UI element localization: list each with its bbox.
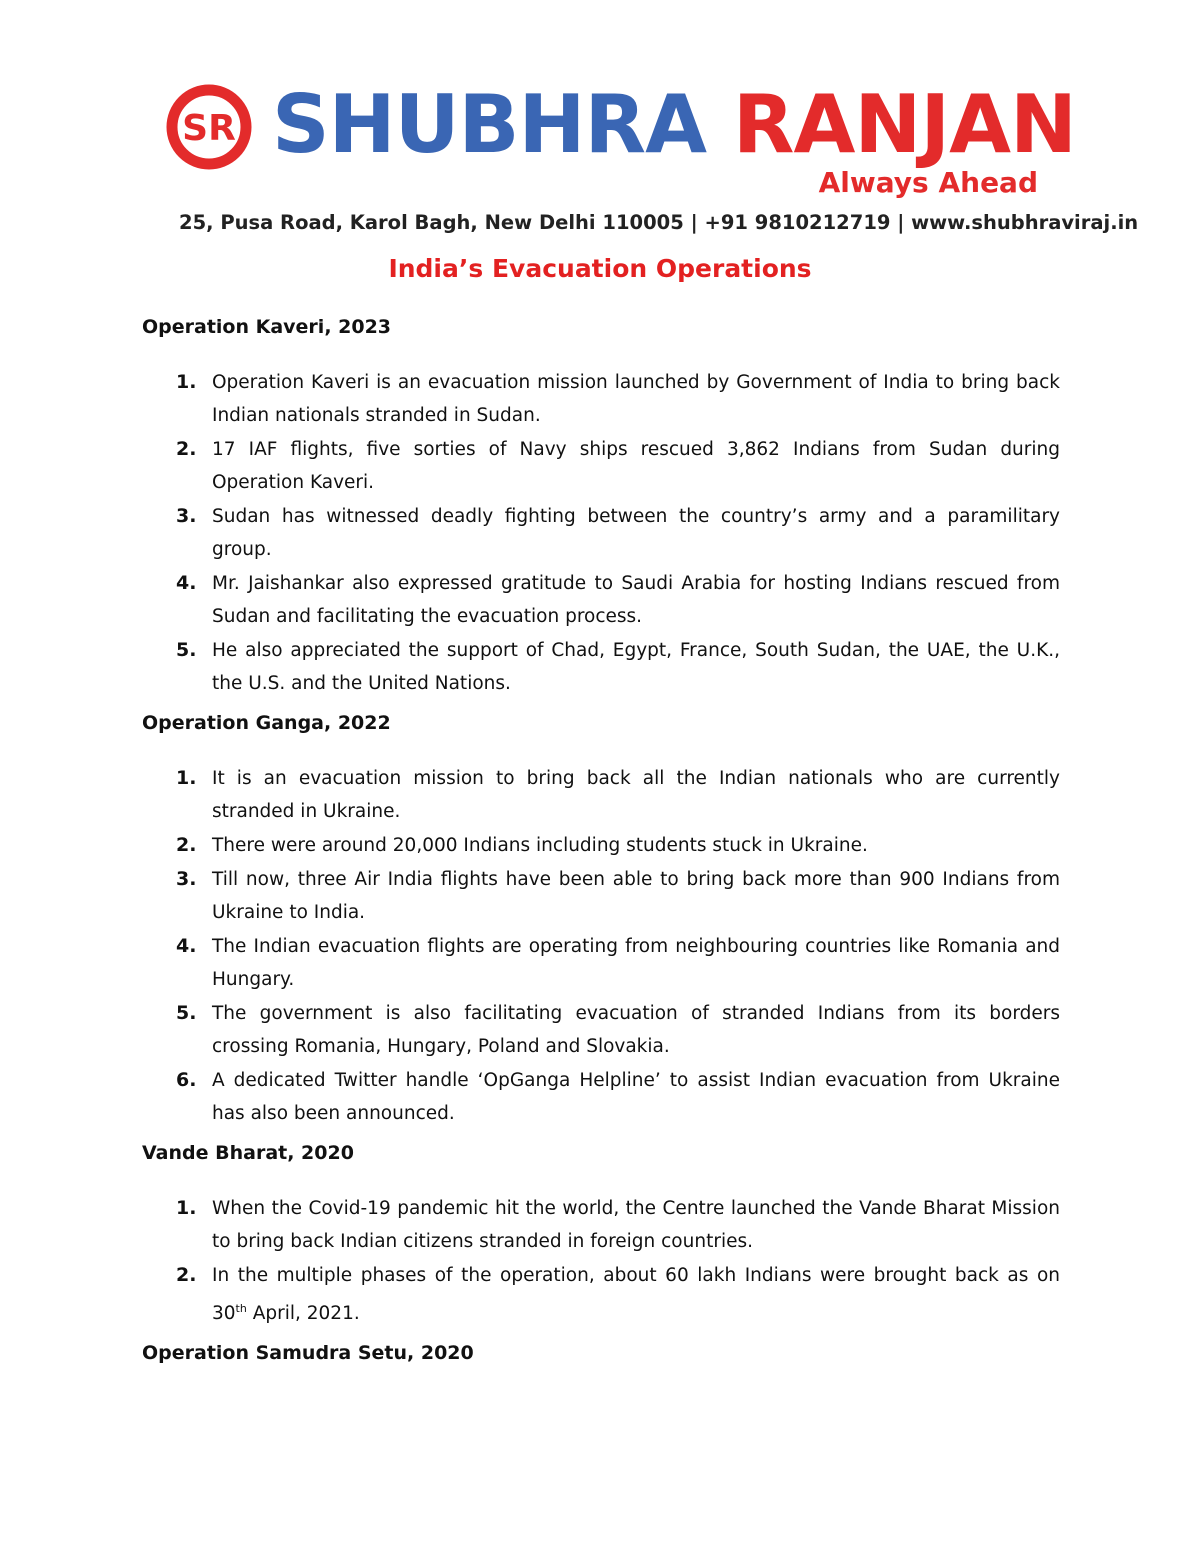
- section-heading: Operation Samudra Setu, 2020: [142, 1342, 474, 1365]
- list-item: 5. He also appreciated the support of Chad, Egypt, France, South Sudan, the UAE, the U.K., the U.S. and the United Nations.: [176, 639, 1060, 694]
- section-heading: Vande Bharat, 2020: [142, 1142, 354, 1164]
- section-heading: Operation Kaveri, 2023: [142, 316, 392, 338]
- contact-line: 25, Pusa Road, Karol Bagh, New Delhi 110005 | +91 9810212719 | www.shubhraviraj.in: [179, 211, 1139, 234]
- tagline: Always Ahead: [818, 166, 1038, 199]
- sr-logo-icon: [166, 84, 256, 170]
- numbered-list: [142, 1192, 1060, 1330]
- section-heading: Operation Ganga, 2022: [142, 712, 391, 734]
- list-item: 2. 17 IAF flights, five sorties of Navy ships rescued 3,862 Indians from Sudan during Operation Kaveri.: [176, 438, 1060, 493]
- svg-text:SR: SR: [182, 108, 236, 149]
- list-item: 4. The Indian evacuation flights are operating from neighbouring countries like Romania and Hungary.: [176, 935, 1060, 990]
- brand-word-shubhra: SHUBHRA: [272, 78, 706, 171]
- list-item: 4. Mr. Jaishankar also expressed gratitude to Saudi Arabia for hosting Indians rescued from Sudan and facilitating the evacuation process.: [176, 572, 1060, 627]
- document-body: [142, 316, 1060, 1392]
- list-item: 1. It is an evacuation mission to bring back all the Indian nationals who are currently stranded in Ukraine.: [176, 767, 1060, 822]
- numbered-list: [142, 762, 1060, 1130]
- section-operation-kaveri: [142, 316, 1060, 700]
- list-item: 3. Till now, three Air India flights have been able to bring back more than 900 Indians from Ukraine to India.: [176, 868, 1060, 923]
- section-vande-bharat: [142, 1142, 1060, 1330]
- list-item: 2. There were around 20,000 Indians including students stuck in Ukraine.: [176, 834, 868, 856]
- brand-name: [272, 80, 1076, 170]
- section-operation-samudra-setu: [142, 1342, 1060, 1364]
- list-item: 3. Sudan has witnessed deadly fighting between the country’s army and a paramilitary group.: [176, 505, 1060, 560]
- list-item: 1. Operation Kaveri is an evacuation mission launched by Government of India to bring back Indian nationals stranded in Sudan.: [176, 371, 1060, 426]
- list-item: 1. When the Covid-19 pandemic hit the world, the Centre launched the Vande Bharat Mission to bring back Indian citizens stranded in foreign countries.: [176, 1197, 1060, 1252]
- list-item: 6. A dedicated Twitter handle ‘OpGanga Helpline’ to assist Indian evacuation from Ukraine has also been announced.: [176, 1069, 1060, 1124]
- numbered-list: [142, 366, 1060, 700]
- list-item: 5. The government is also facilitating evacuation of stranded Indians from its borders crossing Romania, Hungary, Poland and Slovakia.: [176, 1002, 1060, 1057]
- letterhead: [0, 0, 1200, 250]
- page-title: India’s Evacuation Operations: [388, 254, 812, 283]
- list-item: 2. In the multiple phases of the operation, about 60 lakh Indians were brought back as on 30th April, 2021.: [176, 1264, 1060, 1325]
- brand-word-ranjan: RANJAN: [732, 78, 1076, 171]
- section-operation-ganga: [142, 712, 1060, 1130]
